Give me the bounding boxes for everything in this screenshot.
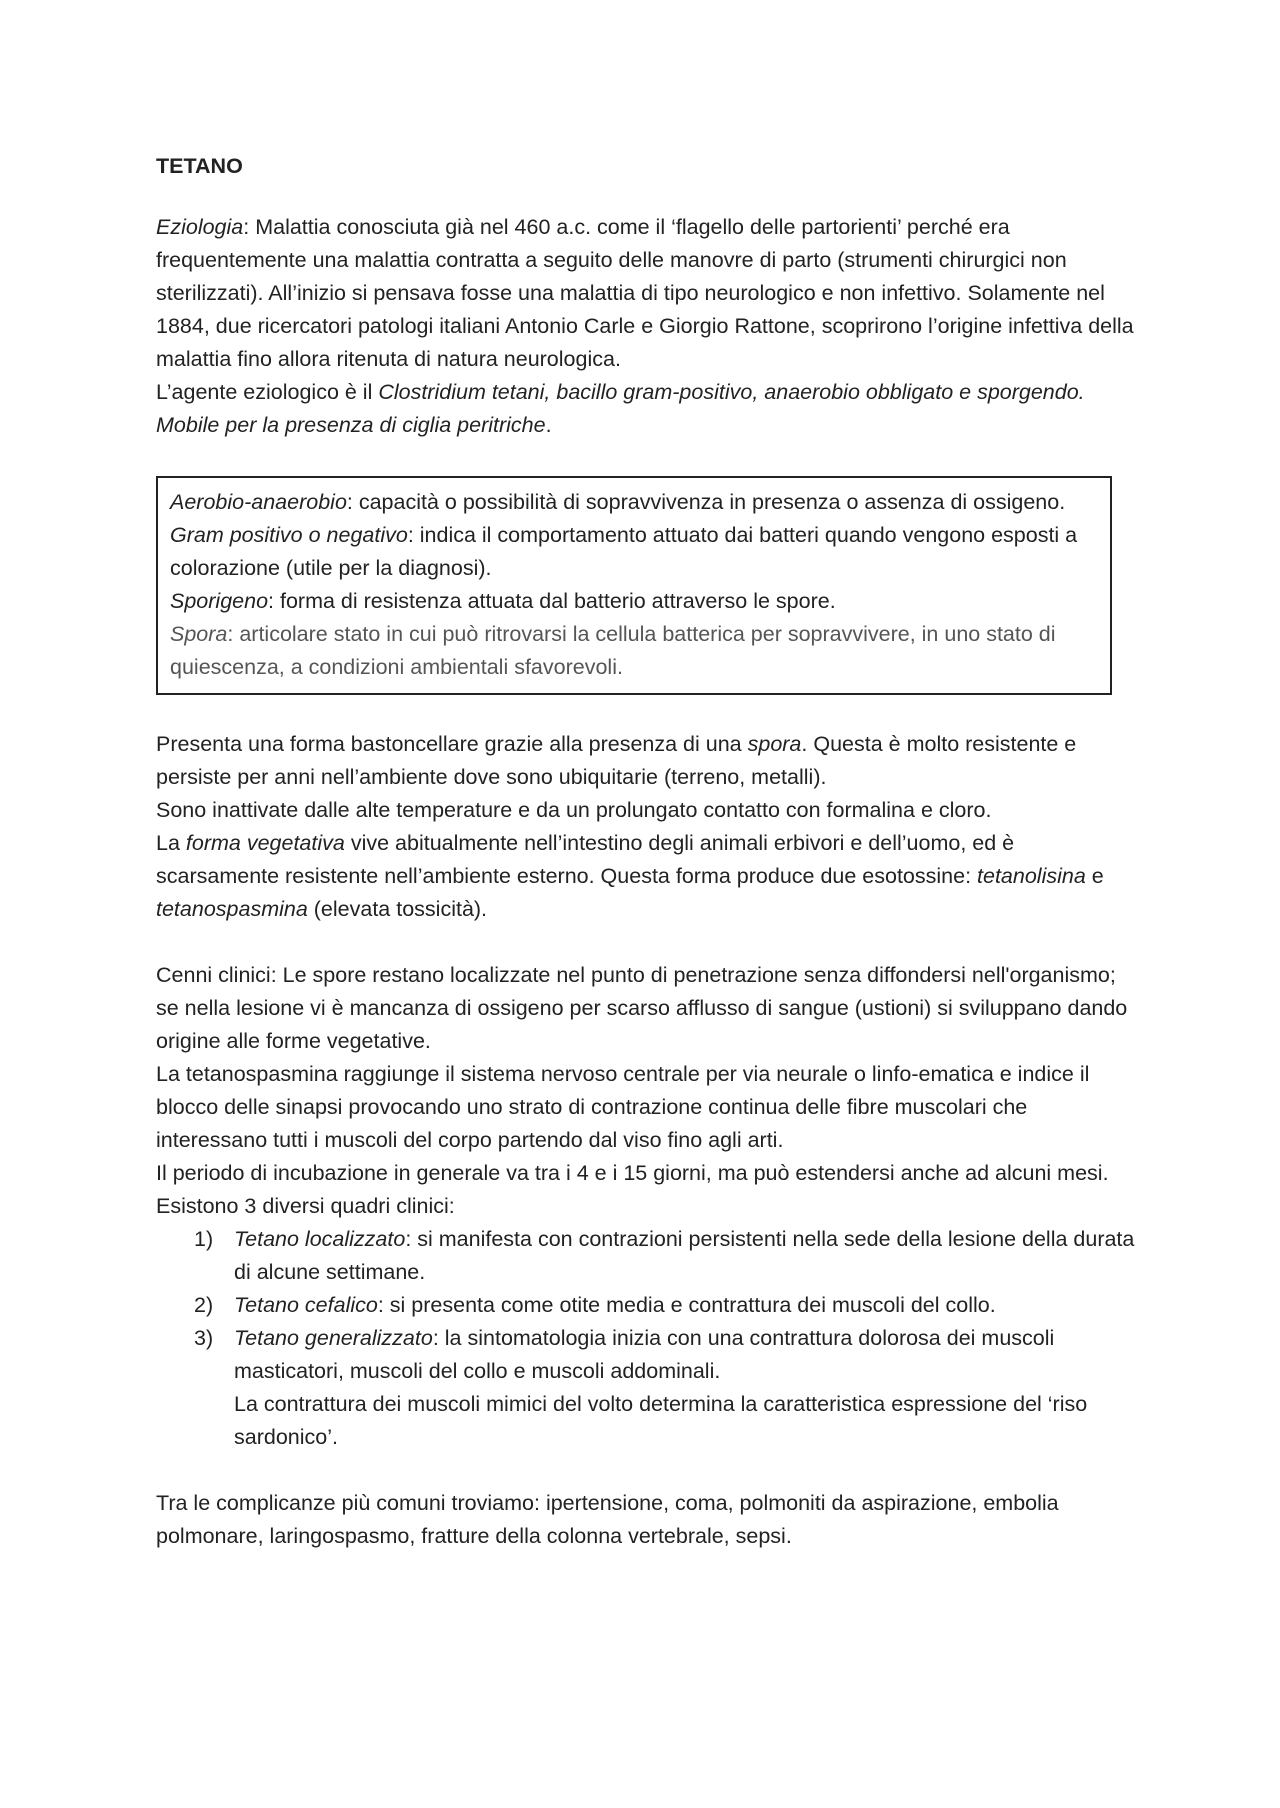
spacer xyxy=(156,926,1136,959)
definitions-box xyxy=(156,476,1112,695)
list-item: 3) Tetano generalizzato: la sintomatologia inizia con una contrattura dolorosa dei muscoli masticatori, muscoli del collo e muscoli addominali. La contrattura dei muscoli mimici del volto determina la caratteristica espressione del ‘riso sardonico’. xyxy=(194,1326,1088,1449)
spacer xyxy=(156,1454,1136,1487)
definition-item: Spora: articolare stato in cui può ritrovarsi la cellula batterica per sopravvivere, in uno stato di quiescenza, a condizioni ambientali sfavorevoli. xyxy=(170,622,1056,679)
clinici-paragraph-3: Il periodo di incubazione in generale va tra i 4 e i 15 giorni, ma può estendersi anche ad alcuni mesi. Esistono 3 diversi quadri clinici: xyxy=(156,1161,1109,1218)
complicanze-paragraph: Tra le complicanze più comuni troviamo: ipertensione, coma, polmoniti da aspirazione, embolia polmonare, laringospasmo, fratture della colonna vertebrale, sepsi. xyxy=(156,1491,1059,1548)
definition-item: Sporigeno: forma di resistenza attuata dal batterio attraverso le spore. xyxy=(170,589,836,613)
clinici-paragraph-2: La tetanospasmina raggiunge il sistema nervoso centrale per via neurale o linfo-ematica e indice il blocco delle sinapsi provocando uno strato di contrazione continua delle fibre muscolari che interessano tutti i muscoli del corpo partendo dal viso fino agli arti. xyxy=(156,1062,1090,1152)
intro-paragraph: Eziologia: Malattia conosciuta già nel 460 a.c. come il ‘flagello delle partorienti’ perché era frequentemente una malattia contratta a seguito delle manovre di parto (strumenti chirurgici non sterilizzati). All’inizio si pensava fosse una malattia di tipo neurologico e non infettivo. Solamente nel 1884, due ricercatori patologi italiani Antonio Carle e Giorgio Rattone, scoprirono l’origine infettiva della malattia fino allora ritenuta di natura neurologica. xyxy=(156,215,1134,371)
forma-paragraph-1: Presenta una forma bastoncellare grazie alla presenza di una spora. Questa è molto resistente e persiste per anni nell’ambiente dove sono ubiquitarie (terreno, metalli). xyxy=(156,732,1077,789)
definition-item: Gram positivo o negativo: indica il comportamento attuato dai batteri quando vengono esposti a colorazione (utile per la diagnosi). xyxy=(170,523,1078,580)
list-item: 2) Tetano cefalico: si presenta come otite media e contrattura dei muscoli del collo. xyxy=(194,1293,996,1317)
forma-paragraph-3: La forma vegetativa vive abitualmente nell’intestino degli animali erbivori e dell’uomo, ed è scarsamente resistente nell’ambiente esterno. Questa forma produce due esotossine: tetanolisina e tetanospasmina (elevata tossicità). xyxy=(156,831,1104,921)
clinical-pictures-list xyxy=(156,1223,1136,1454)
document-page xyxy=(156,150,1136,1553)
clinici-term: Cenni clinici xyxy=(156,963,271,987)
definition-item: Aerobio-anaerobio: capacità o possibilità di sopravvivenza in presenza o assenza di ossigeno. xyxy=(170,490,1066,514)
intro-term: Eziologia xyxy=(156,215,244,239)
list-item: 1) Tetano localizzato: si manifesta con contrazioni persistenti nella sede della lesione della durata di alcune settimane. xyxy=(194,1227,1135,1284)
forma-paragraph-2: Sono inattivate dalle alte temperature e da un prolungato contatto con formalina e cloro. xyxy=(156,798,992,822)
clinici-paragraph-1: Cenni clinici: Le spore restano localizzate nel punto di penetrazione senza diffondersi nell'organismo; se nella lesione vi è mancanza di ossigeno per scarso afflusso di sangue (ustioni) si sviluppano dando origine alle forme vegetative. xyxy=(156,963,1128,1053)
agent-paragraph: L’agente eziologico è il Clostridium tetani, bacillo gram-positivo, anaerobio obbligato e sporgendo. Mobile per la presenza di ciglia peritriche. xyxy=(156,380,1085,437)
page-title: TETANO xyxy=(156,154,243,178)
